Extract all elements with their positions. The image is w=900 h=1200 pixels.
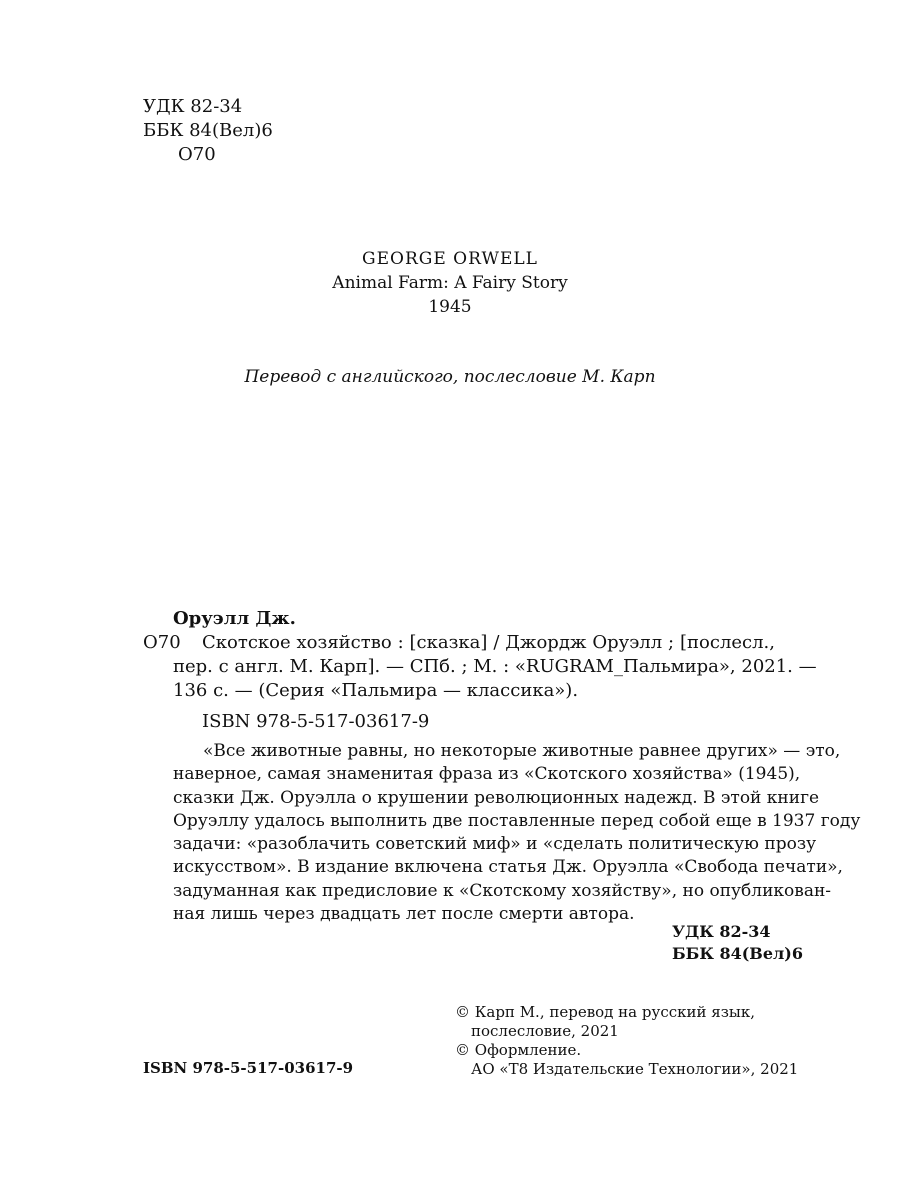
annotation-line: Оруэллу удалось выполнить две поставленные перед собой еще в 1937 году — [173, 810, 861, 831]
annotation-line: задачи: «разоблачить советский миф» и «сделать политическую прозу — [173, 834, 817, 855]
copyright-line: © Карп М., перевод на русский язык, — [455, 1003, 755, 1021]
annotation-line: искусством». В издание включена статья Дж. Оруэлла «Свобода печати», — [173, 857, 843, 878]
catalog-description — [173, 631, 817, 703]
description-line: Скотское хозяйство : [сказка] / Джордж Оруэлл ; [послесл., — [202, 632, 775, 653]
annotation-line: «Все животные равны, но некоторые животные равнее других» — это, — [203, 741, 841, 761]
author-mark: О70 — [178, 144, 216, 165]
original-author: GEORGE ORWELL — [362, 249, 538, 269]
copyright-line: послесловие, 2021 — [471, 1022, 619, 1040]
copyright-line: АО «Т8 Издательские Технологии», 2021 — [471, 1060, 799, 1078]
description-line: пер. с англ. М. Карп]. — СПб. ; М. : «RUGRAM_Пальмира», 2021. — — [173, 656, 817, 677]
annotation-line: ная лишь через двадцать лет после смерти автора. — [173, 904, 635, 925]
catalog-heading: Оруэлл Дж. — [173, 608, 296, 629]
bbk-code: ББК 84(Вел)6 — [143, 120, 273, 141]
footer-isbn: ISBN 978-5-517-03617-9 — [143, 1059, 354, 1077]
description-line: 136 с. — (Серия «Пальмира — классика»). — [173, 680, 579, 701]
translation-note: Перевод с английского, послесловие М. Карп — [244, 367, 656, 387]
catalog-isbn: ISBN 978-5-517-03617-9 — [202, 711, 430, 732]
card-bbk-code: ББК 84(Вел)6 — [672, 944, 803, 963]
udk-code: УДК 82-34 — [143, 96, 243, 117]
annotation-line: сказки Дж. Оруэлла о крушении революционных надежд. В этой книге — [173, 787, 820, 808]
annotation — [173, 740, 861, 926]
catalog-mark: О70 — [143, 632, 181, 653]
copyright-line: © Оформление. — [455, 1041, 582, 1059]
card-udk-code: УДК 82-34 — [672, 922, 771, 941]
original-year: 1945 — [428, 297, 472, 317]
annotation-line: наверное, самая знаменитая фраза из «Скотского хозяйства» (1945), — [173, 764, 801, 785]
original-title: Animal Farm: A Fairy Story — [332, 273, 568, 293]
annotation-line: задуманная как предисловие к «Скотскому хозяйству», но опубликован- — [173, 880, 832, 901]
